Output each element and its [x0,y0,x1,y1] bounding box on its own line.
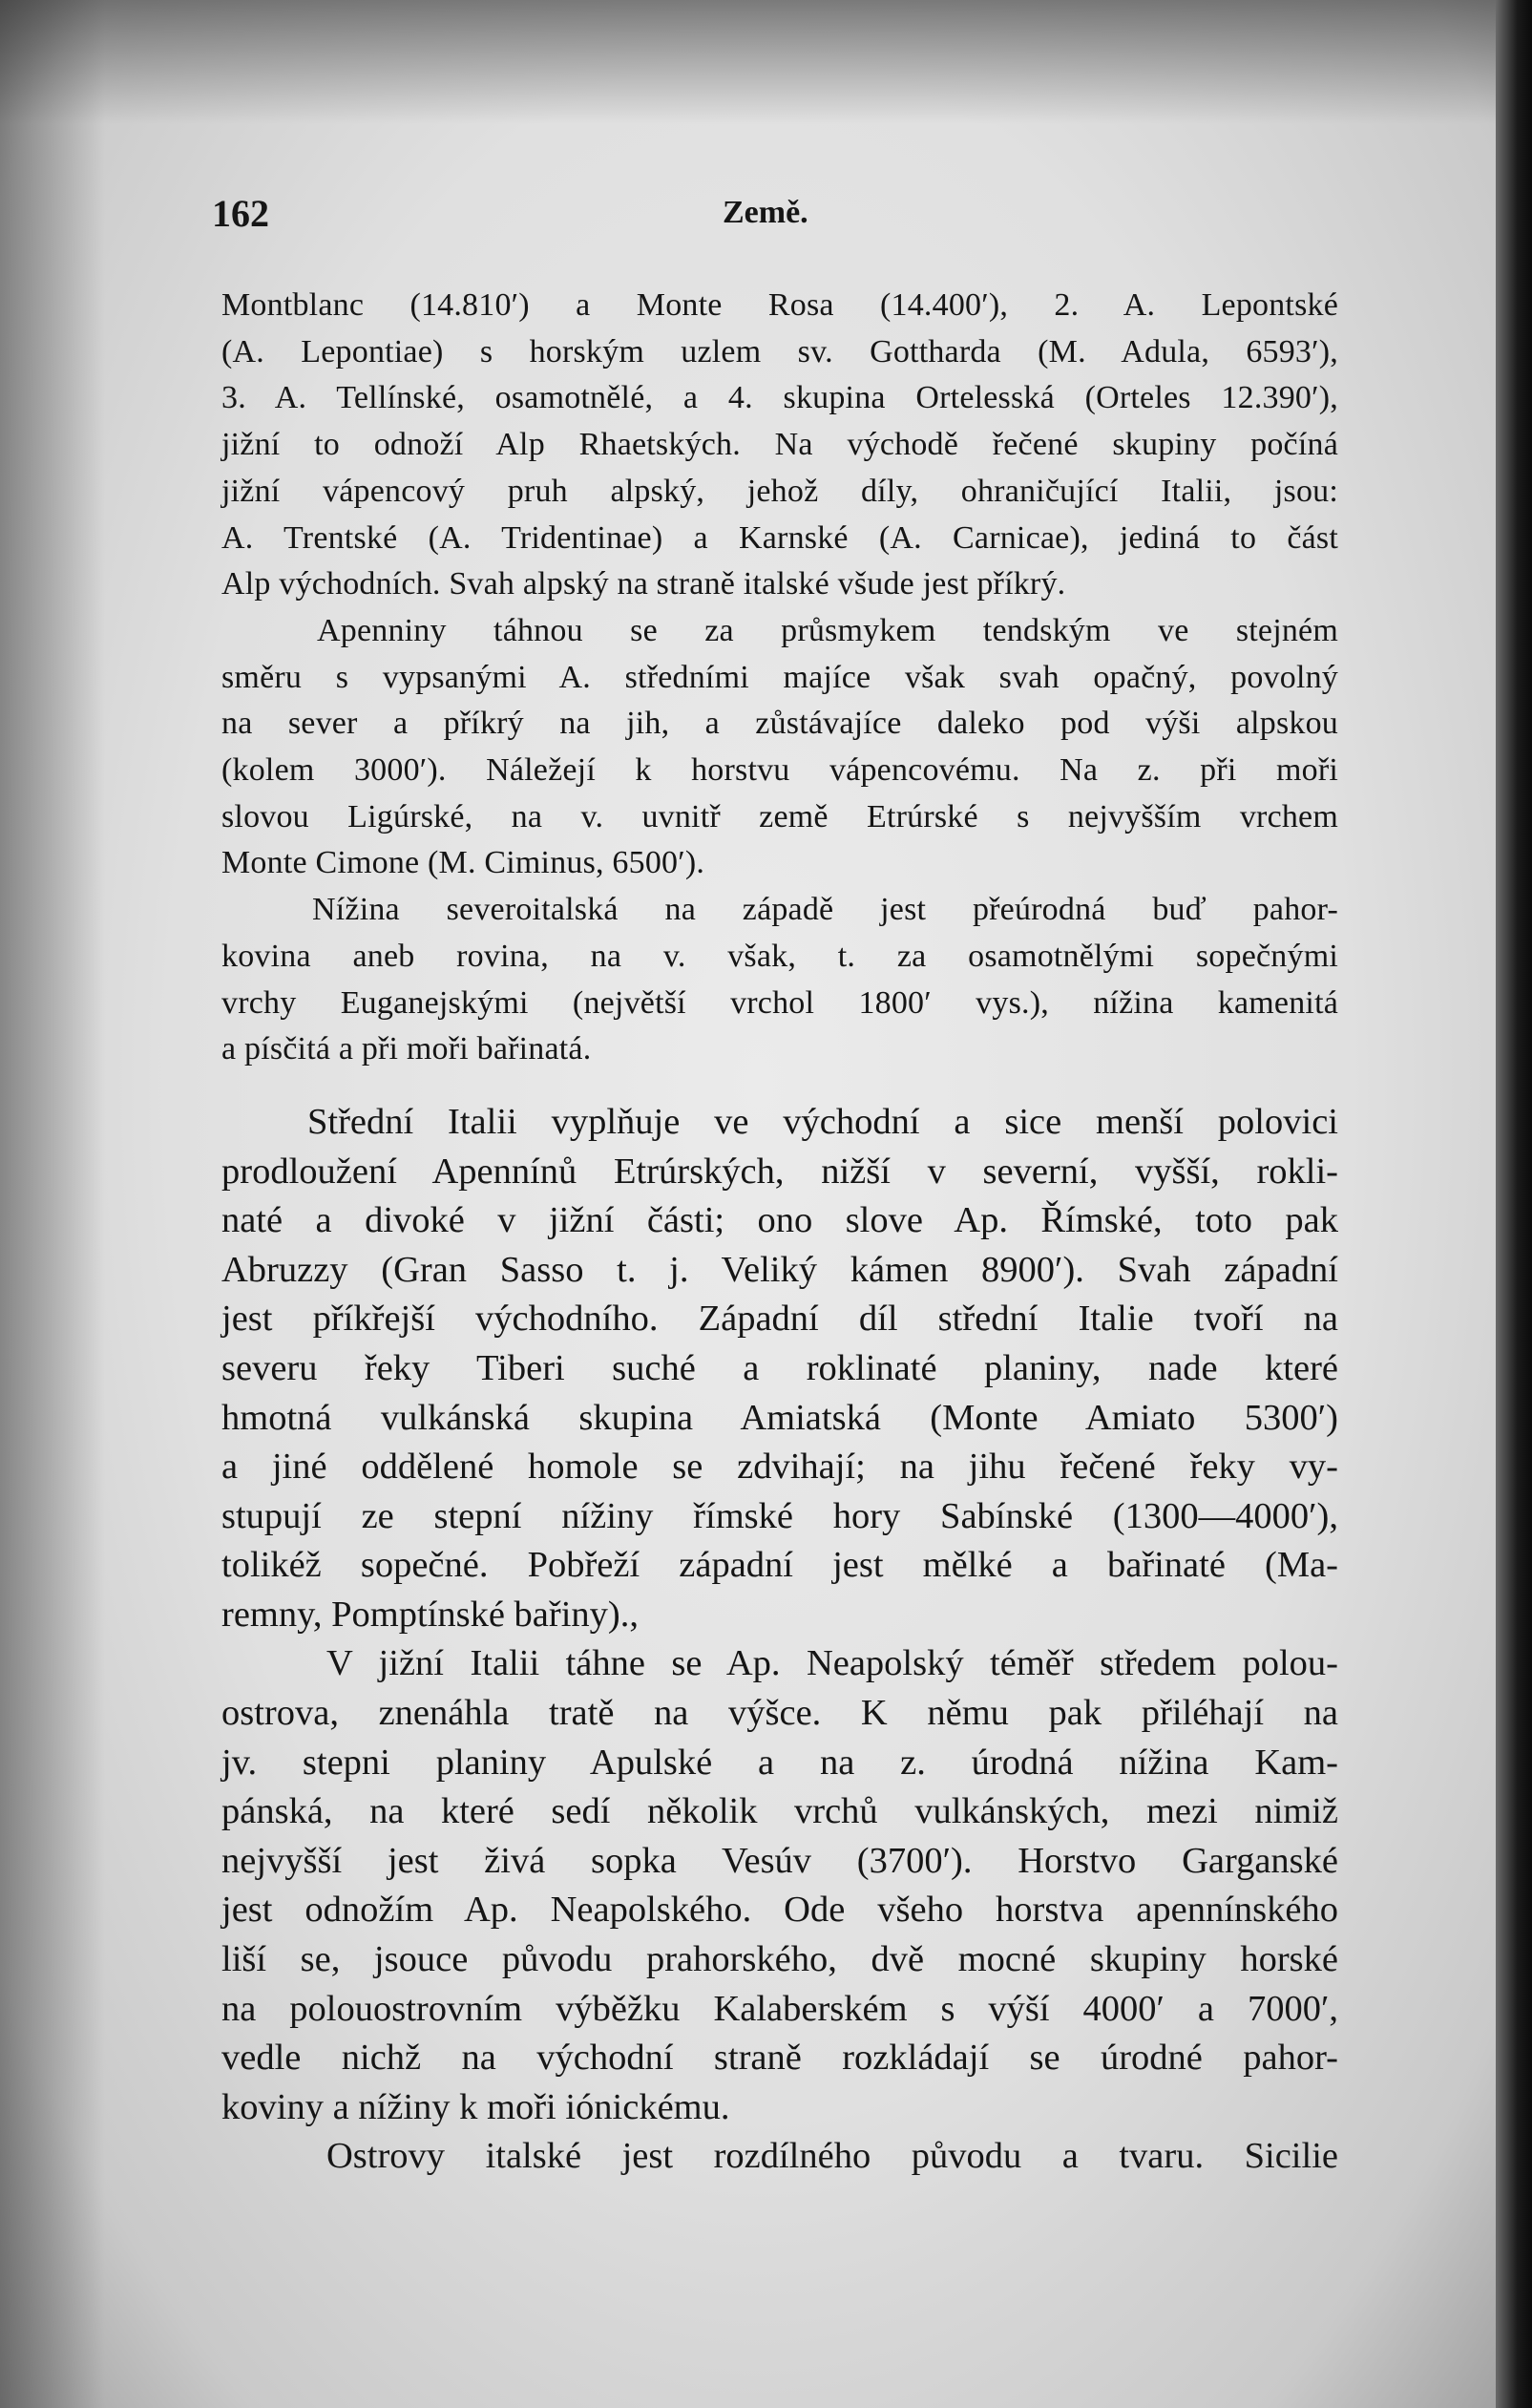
text-line: stupují ze stepní nížiny římské hory Sabínské (1300—4000′), [221,1495,1338,1536]
text-line: jest příkřejší východního. Západní díl střední Italie tvoří na [221,1299,1338,1340]
text-line: jv. stepni planiny Apulské a na z. úrodná nížina Kam- [221,1742,1338,1783]
text-line: Alp východních. Svah alpský na straně italské všude jest příkrý. [221,566,1066,602]
text-line: na sever a příkrý na jih, a zůstávajíce daleko pod výši alpskou [221,706,1338,742]
text-line: Ostrovy italské jest rozdílného původu a tvaru. Sicilie [326,2136,1338,2177]
running-head: Země. [723,195,808,230]
text-line: a jiné oddělené homole se zdvihají; na jihu řečené řeky vy- [221,1447,1338,1488]
text-line: vedle nichž na východní straně rozkládají se úrodné pahor- [221,2038,1338,2079]
page-number: 162 [212,192,269,235]
text-line: ostrova, znenáhla tratě na výšce. K němu pak přiléhají na [221,1693,1338,1734]
text-line: A. Trentské (A. Tridentinae) a Karnské (A. Carnicae), jediná to část [221,519,1338,556]
text-line: kovina aneb rovina, na v. však, t. za osamotnělými sopečnými [221,938,1338,974]
text-line: (kolem 3000′). Náležejí k horstvu vápencovému. Na z. při moři [221,752,1338,789]
page-shadow-left [0,0,105,2408]
text-line: Střední Italii vyplňuje ve východní a sice menší polovici [307,1101,1338,1142]
text-line: Monte Cimone (M. Ciminus, 6500′). [221,845,705,881]
text-line: nejvyšší jest živá sopka Vesúv (3700′). Horstvo Garganské [221,1840,1338,1881]
text-line: 3. A. Tellínské, osamotnělé, a 4. skupina Ortelesská (Orteles 12.390′), [221,380,1338,416]
page-shadow-top [0,0,1518,124]
text-line: hmotná vulkánská skupina Amiatská (Monte Amiato 5300′) [221,1397,1338,1438]
text-line: jižní vápencový pruh alpský, jehož díly, ohraničující Italii, jsou: [221,473,1338,509]
text-line: naté a divoké v jižní části; ono slove Ap. Římské, toto pak [221,1200,1338,1241]
text-line: jižní to odnoží Alp Rhaetských. Na východě řečené skupiny počíná [221,427,1338,463]
text-line: Montblanc (14.810′) a Monte Rosa (14.400′), 2. A. Lepontské [221,287,1338,323]
text-line: V jižní Italii táhne se Ap. Neapolský téměř středem polou- [326,1643,1338,1684]
text-line: liší se, jsouce původu prahorského, dvě mocné skupiny horské [221,1939,1338,1980]
text-line: a písčitá a při moři bařinatá. [221,1031,592,1067]
text-line: vrchy Euganejskými (největší vrchol 1800′ vys.), nížina kamenitá [221,984,1338,1021]
page-header [212,191,1338,248]
text-line: směru s vypsanými A. středními majíce však svah opačný, povolný [221,659,1338,695]
text-line: prodloužení Apennínů Etrúrských, nižší v severní, vyšší, rokli- [221,1151,1338,1192]
text-line: tolikéž sopečné. Pobřeží západní jest mělké a bařinaté (Ma- [221,1545,1338,1586]
page-body [221,283,1338,2182]
text-line: (A. Lepontiae) s horským uzlem sv. Gottharda (M. Adula, 6593′), [221,333,1338,370]
text-line: na polouostrovním výběžku Kalaberském s výší 4000′ a 7000′, [221,1988,1338,2029]
text-line: Nížina severoitalská na západě jest přeúrodná buď pahor- [312,892,1338,928]
main-print-section [221,1098,1338,2182]
text-line: pánská, na které sedí několik vrchů vulkánských, mezi nimiž [221,1791,1338,1832]
book-binding-edge [1496,0,1532,2408]
text-line: koviny a nížiny k moři iónickému. [221,2086,730,2127]
text-line: Abruzzy (Gran Sasso t. j. Veliký kámen 8900′). Svah západní [221,1249,1338,1290]
text-line: severu řeky Tiberi suché a roklinaté planiny, nade které [221,1347,1338,1388]
text-line: slovou Ligúrské, na v. uvnitř země Etrúrské s nejvyšším vrchem [221,798,1338,834]
text-line: jest odnožím Ap. Neapolského. Ode všeho horstva apennínského [221,1890,1338,1931]
text-line: remny, Pomptínské bařiny)., [221,1594,639,1635]
small-print-section [221,283,1338,1073]
text-line: Apenniny táhnou se za průsmykem tendským ve stejném [317,612,1338,648]
